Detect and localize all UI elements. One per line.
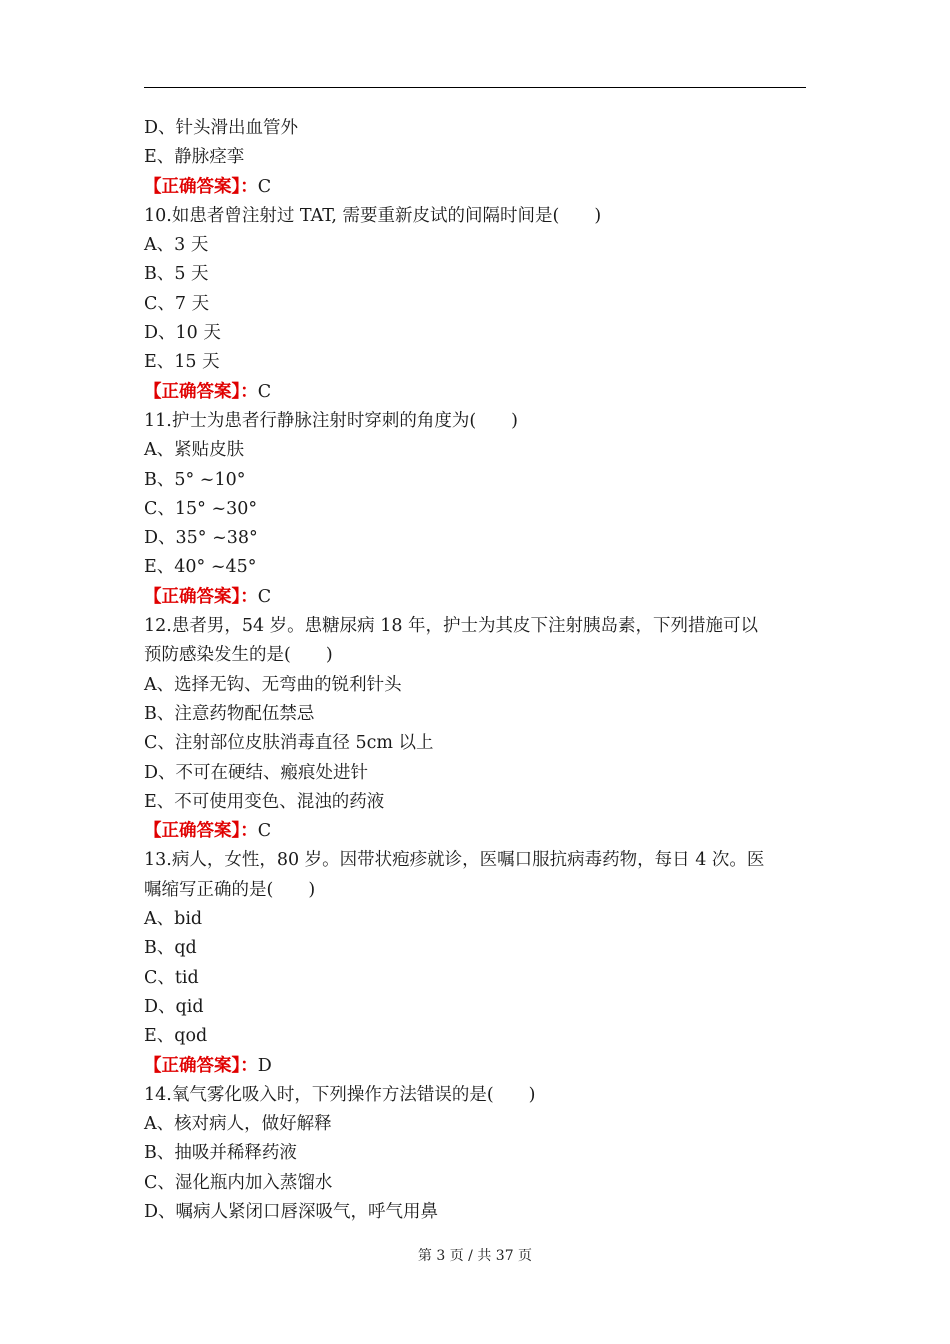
- option-q11-b: B、5° ~10°: [144, 469, 246, 490]
- question-10-stem: 10.如患者曾注射过 TAT, 需要重新皮试的间隔时间是( ): [144, 205, 602, 226]
- option-q14-c: C、湿化瓶内加入蒸馏水: [144, 1172, 333, 1193]
- option-q10-e: E、15 天: [144, 352, 220, 373]
- answer-q9: [144, 173, 806, 202]
- question-13-stem-line2: 嘱缩写正确的是( ): [144, 879, 316, 900]
- option-q12-d: D、不可在硬结、瘢痕处进针: [144, 762, 369, 783]
- answer-q10: [144, 378, 806, 407]
- option-q10-b: B、5 天: [144, 264, 209, 285]
- question-11-stem: 11.护士为患者行静脉注射时穿刺的角度为( ): [144, 410, 518, 431]
- answer-value: D: [257, 1055, 272, 1076]
- question-list: [144, 114, 806, 1227]
- answer-value: C: [257, 381, 272, 402]
- option-q13-a: A、bid: [144, 909, 203, 930]
- question-12-stem-line1: 12.患者男，54 岁。患糖尿病 18 年，护士为其皮下注射胰岛素，下列措施可以: [144, 616, 759, 637]
- answer-label: 【正确答案】：: [144, 821, 258, 842]
- option-q11-c: C、15° ~30°: [144, 498, 258, 519]
- option-q11-a: A、紧贴皮肤: [144, 440, 245, 461]
- header-rule: [144, 87, 806, 88]
- option-q11-d: D、35° ~38°: [144, 528, 258, 549]
- answer-value: C: [257, 821, 272, 842]
- option-q13-d: D、qid: [144, 996, 204, 1017]
- answer-q12: [144, 817, 806, 846]
- option-q12-c: C、注射部位皮肤消毒直径 5cm 以上: [144, 733, 434, 754]
- option-q10-c: C、7 天: [144, 293, 210, 314]
- option-q12-e: E、不可使用变色、混浊的药液: [144, 791, 385, 812]
- question-12-stem-line2: 预防感染发生的是( ): [144, 645, 333, 666]
- answer-value: C: [257, 176, 272, 197]
- option-q13-b: B、qd: [144, 938, 197, 959]
- option-q14-d: D、嘱病人紧闭口唇深吸气，呼气用鼻: [144, 1201, 439, 1222]
- question-14-stem: 14.氧气雾化吸入时，下列操作方法错误的是( ): [144, 1084, 536, 1105]
- page-footer: 第 3 页 / 共 37 页: [417, 1248, 533, 1264]
- answer-q11: [144, 583, 806, 612]
- option-q13-e: E、qod: [144, 1026, 208, 1047]
- option-q10-a: A、3 天: [144, 235, 209, 256]
- answer-label: 【正确答案】：: [144, 381, 258, 402]
- answer-label: 【正确答案】：: [144, 586, 258, 607]
- answer-q13: [144, 1052, 806, 1081]
- option-q13-c: C、tid: [144, 967, 199, 988]
- option-q12-a: A、选择无钩、无弯曲的锐利针头: [144, 674, 402, 695]
- answer-label: 【正确答案】：: [144, 1055, 258, 1076]
- answer-label: 【正确答案】：: [144, 176, 258, 197]
- option-q9-d: D、针头滑出血管外: [144, 118, 299, 138]
- option-q12-b: B、注意药物配伍禁忌: [144, 703, 315, 724]
- option-q11-e: E、40° ~45°: [144, 557, 257, 578]
- option-q14-a: A、核对病人，做好解释: [144, 1114, 332, 1135]
- option-q14-b: B、抽吸并稀释药液: [144, 1143, 297, 1164]
- option-q10-d: D、10 天: [144, 323, 221, 344]
- answer-value: C: [257, 586, 272, 607]
- question-13-stem-line1: 13.病人，女性，80 岁。因带状疱疹就诊，医嘱口服抗病毒药物，每日 4 次。医: [144, 850, 765, 871]
- option-q9-e: E、静脉痉挛: [144, 147, 245, 168]
